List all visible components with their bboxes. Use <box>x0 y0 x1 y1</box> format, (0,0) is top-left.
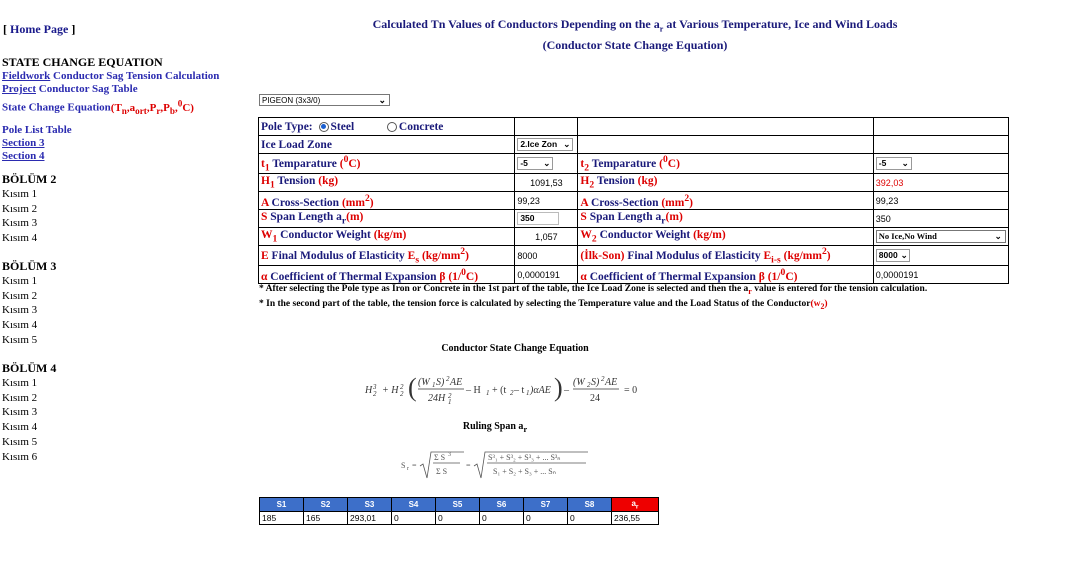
svg-text:S: S <box>401 461 406 470</box>
load-status-select[interactable]: No Ice,No Wind ⌄ <box>876 230 1006 243</box>
svg-text:1: 1 <box>526 389 530 397</box>
svg-text:2: 2 <box>400 390 404 398</box>
svg-text:1: 1 <box>448 398 452 406</box>
bolum-3-item[interactable]: Kısım 1 <box>2 274 38 287</box>
bolum-4-item[interactable]: Kısım 5 <box>2 435 38 448</box>
span-input[interactable]: 0 <box>392 512 436 525</box>
bolum-2-item[interactable]: Kısım 4 <box>2 232 38 245</box>
section-4-link[interactable]: Section 4 <box>2 149 45 162</box>
state-change-equation-image <box>360 368 660 410</box>
span-input[interactable]: 0 <box>524 512 568 525</box>
svg-text:2: 2 <box>510 389 514 397</box>
pole-type-cell: Pole Type: Steel Concrete <box>259 118 515 136</box>
ice-zone-select[interactable]: 2.Ice Zon ⌄ <box>517 138 573 151</box>
svg-text:2: 2 <box>601 375 605 383</box>
bolum-2-item[interactable]: Kısım 3 <box>2 217 38 230</box>
bolum-3-item[interactable]: Kısım 5 <box>2 333 38 346</box>
bolum-3-item[interactable]: Kısım 2 <box>2 289 38 302</box>
bolum-3-item[interactable]: Kısım 3 <box>2 304 38 317</box>
state-change-table: Pole Type: Steel Concrete Ice Load Zone 2.Ice Zon ⌄ $t_1$ Temparature ($^0$C) -5 ⌄ $t_2$ Temparature ($^0$C) -5 ⌄ $H_1$ Tension (kg) 1091,53 $H_2$ Tension (kg) 392,03 A Cross-Section $(mm^2)$ 99,23 A Cross-Section $(mm^2)$ 99,23 S Span Length $a_r(m)$ 350 S Span Length $a_r(m)$ 350 $W_1$ Conductor Weight (kg/m) 1,057 $W_2$ Conductor Weight (kg/m) No Ice,No Wind ⌄ E Final Modulus of Elasticity $E_s$ $(kg/mm^2)$ 8000 (İlk-Son) Final Modulus of Elasticity $E_{i-s}$ $(kg/mm^2)$ 8000 ⌄ α Coefficient of Thermal Expansion β (1/$^0$C) 0,0000191 α Coefficient of Thermal Expansion β (1/$^0$C) 0,0000191 <box>258 117 1009 284</box>
t1-select[interactable]: -5 ⌄ <box>517 157 553 170</box>
notes <box>259 283 979 313</box>
chevron-down-icon: ⌄ <box>994 231 1002 242</box>
bolum-2-title: BÖLÜM 2 <box>2 172 57 186</box>
span-header: S7 <box>524 498 568 512</box>
svg-text:3: 3 <box>448 452 451 458</box>
svg-text:r: r <box>407 466 409 472</box>
span-header: S6 <box>480 498 524 512</box>
concrete-radio[interactable] <box>387 122 397 132</box>
modulus-select[interactable]: 8000 ⌄ <box>876 249 910 262</box>
bolum-4-title: BÖLÜM 4 <box>2 361 57 375</box>
bolum-3-title: BÖLÜM 3 <box>2 259 57 273</box>
svg-text:=: = <box>412 461 417 470</box>
svg-text:H: H <box>365 385 373 396</box>
svg-text:S₁ + S₂ + S₃ + ... Sₙ: S₁ + S₂ + S₃ + ... Sₙ <box>493 467 556 476</box>
svg-text:2: 2 <box>587 381 591 389</box>
svg-text:3: 3 <box>373 383 377 391</box>
e1-value: 8000 <box>515 246 578 266</box>
span-header: S5 <box>436 498 480 512</box>
sidebar <box>2 56 252 163</box>
note-2: * In the second part of the table, the tension force is calculated by selecting the Temperature value and the Load Status of the $Conductor(w_2)$ <box>259 298 828 311</box>
svg-text:2: 2 <box>446 375 450 383</box>
svg-text:(W: (W <box>418 377 430 388</box>
ruling-span-header: $a_r$ <box>612 498 659 512</box>
conductor-select[interactable]: PIGEON (3x3/0) ⌄ <box>259 94 390 106</box>
span-length-input[interactable]: 350 <box>517 212 559 225</box>
span-input[interactable]: 185 <box>260 512 304 525</box>
project-link[interactable]: Project Conductor Sag Table <box>2 83 138 95</box>
svg-text:1: 1 <box>486 389 490 397</box>
span-header: S1 <box>260 498 304 512</box>
alpha2-value: 0,0000191 <box>873 266 1008 284</box>
svg-text:)αAE: )αAE <box>530 385 551 396</box>
svg-text:+ H: + H <box>382 385 399 396</box>
page-title: Calculated Tn Values of Conductors Depending on the $a_r$ at Various Temperature, Ice and Wind Loads (Conductor State Change Equation) <box>372 17 898 53</box>
svg-text:=: = <box>466 461 471 470</box>
svg-text:2: 2 <box>373 390 377 398</box>
fieldwork-link[interactable]: Fieldwork Conductor Sag Tension Calculation <box>2 70 220 82</box>
chevron-down-icon: ⌄ <box>563 139 571 149</box>
steel-radio[interactable] <box>319 122 329 132</box>
span-header: S8 <box>568 498 612 512</box>
svg-text:S): S) <box>591 377 600 388</box>
span-input[interactable]: 0 <box>436 512 480 525</box>
span-input[interactable]: 0 <box>480 512 524 525</box>
svg-text:2: 2 <box>400 383 404 391</box>
svg-text:– t: – t <box>514 385 525 396</box>
svg-text:–: – <box>564 385 569 396</box>
span-input[interactable]: 293,01 <box>348 512 392 525</box>
bolum-2-group <box>2 172 56 246</box>
w1-value: 1,057 <box>515 228 578 246</box>
svg-text:AE: AE <box>450 377 463 388</box>
chevron-down-icon: ⌄ <box>900 250 908 261</box>
svg-text:(: ( <box>408 373 417 402</box>
chevron-down-icon: ⌄ <box>378 95 386 105</box>
bolum-4-item[interactable]: Kısım 4 <box>2 421 38 434</box>
svg-text:24: 24 <box>590 393 600 404</box>
svg-text:2: 2 <box>448 392 452 400</box>
bolum-4-item[interactable]: Kısım 3 <box>2 406 38 419</box>
span-header: S3 <box>348 498 392 512</box>
ruling-span-value: 236,55 <box>612 512 659 525</box>
bolum-4-item[interactable]: Kısım 6 <box>2 450 38 463</box>
svg-text:S): S) <box>436 377 445 388</box>
a1-value: 99,23 <box>515 192 578 210</box>
h1-value: 1091,53 <box>515 174 578 192</box>
ice-zone-label: Ice Load Zone <box>261 138 332 151</box>
bolum-2-item[interactable]: Kısım 1 <box>2 187 38 200</box>
svg-text:Σ S: Σ S <box>436 467 448 476</box>
home-page-label[interactable]: Home Page <box>10 22 69 36</box>
bolum-2-item[interactable]: Kısım 2 <box>2 202 38 215</box>
note-1: * After selecting the Pole type as Iron or Concrete in the 1st part of the table, the Ice Load Zone is selected and then the $a_r$ value is entered for the tension calculation. <box>259 284 928 296</box>
state-change-link[interactable]: State Change $Equation(T_n,a_{ort},P_r,P_b,^0C)$ <box>2 98 194 116</box>
ruling-span-title: Ruling Span $a_r$ <box>462 421 528 434</box>
s2-value: 350 <box>873 210 1008 228</box>
svg-text:AE: AE <box>605 377 618 388</box>
svg-text:= 0: = 0 <box>624 385 638 396</box>
section-3-link[interactable]: Section 3 <box>2 136 45 149</box>
svg-text:Σ S: Σ S <box>434 453 446 462</box>
bolum-3-item[interactable]: Kısım 4 <box>2 319 38 332</box>
svg-text:(W: (W <box>573 377 585 388</box>
bolum-4-group <box>2 361 56 465</box>
svg-text:– H: – H <box>466 385 481 396</box>
equation-title: Conductor State Change Equation <box>441 343 589 354</box>
bolum-4-item[interactable]: Kısım 2 <box>2 391 38 404</box>
a2-value: 99,23 <box>873 192 1008 210</box>
span-header: S4 <box>392 498 436 512</box>
t2-select[interactable]: -5 ⌄ <box>876 157 912 170</box>
ruling-span-formula-image <box>398 448 598 482</box>
span-header: S2 <box>304 498 348 512</box>
chevron-down-icon: ⌄ <box>901 158 909 169</box>
bolum-4-item[interactable]: Kısım 1 <box>2 376 38 389</box>
h2-value: 392,03 <box>873 174 1008 192</box>
svg-text:+ (t: + (t <box>492 385 507 396</box>
svg-text:): ) <box>554 373 563 402</box>
svg-text:S³₁ + S³₂ + S³₃ + ... S³ₙ: S³₁ + S³₂ + S³₃ + ... S³ₙ <box>488 453 561 462</box>
chevron-down-icon: ⌄ <box>543 158 551 169</box>
span-input[interactable]: 0 <box>568 512 612 525</box>
spans-table <box>259 497 659 525</box>
sidebar-heading: STATE CHANGE EQUATION <box>2 55 163 69</box>
svg-text:24H: 24H <box>428 393 446 404</box>
alpha1-value: 0,0000191 <box>515 266 578 284</box>
bolum-3-group <box>2 259 56 348</box>
pole-list-link[interactable]: Pole List Table <box>2 123 72 136</box>
span-input[interactable]: 165 <box>304 512 348 525</box>
svg-text:1: 1 <box>432 381 436 389</box>
home-page-link[interactable]: [ Home Page ] <box>3 22 76 36</box>
